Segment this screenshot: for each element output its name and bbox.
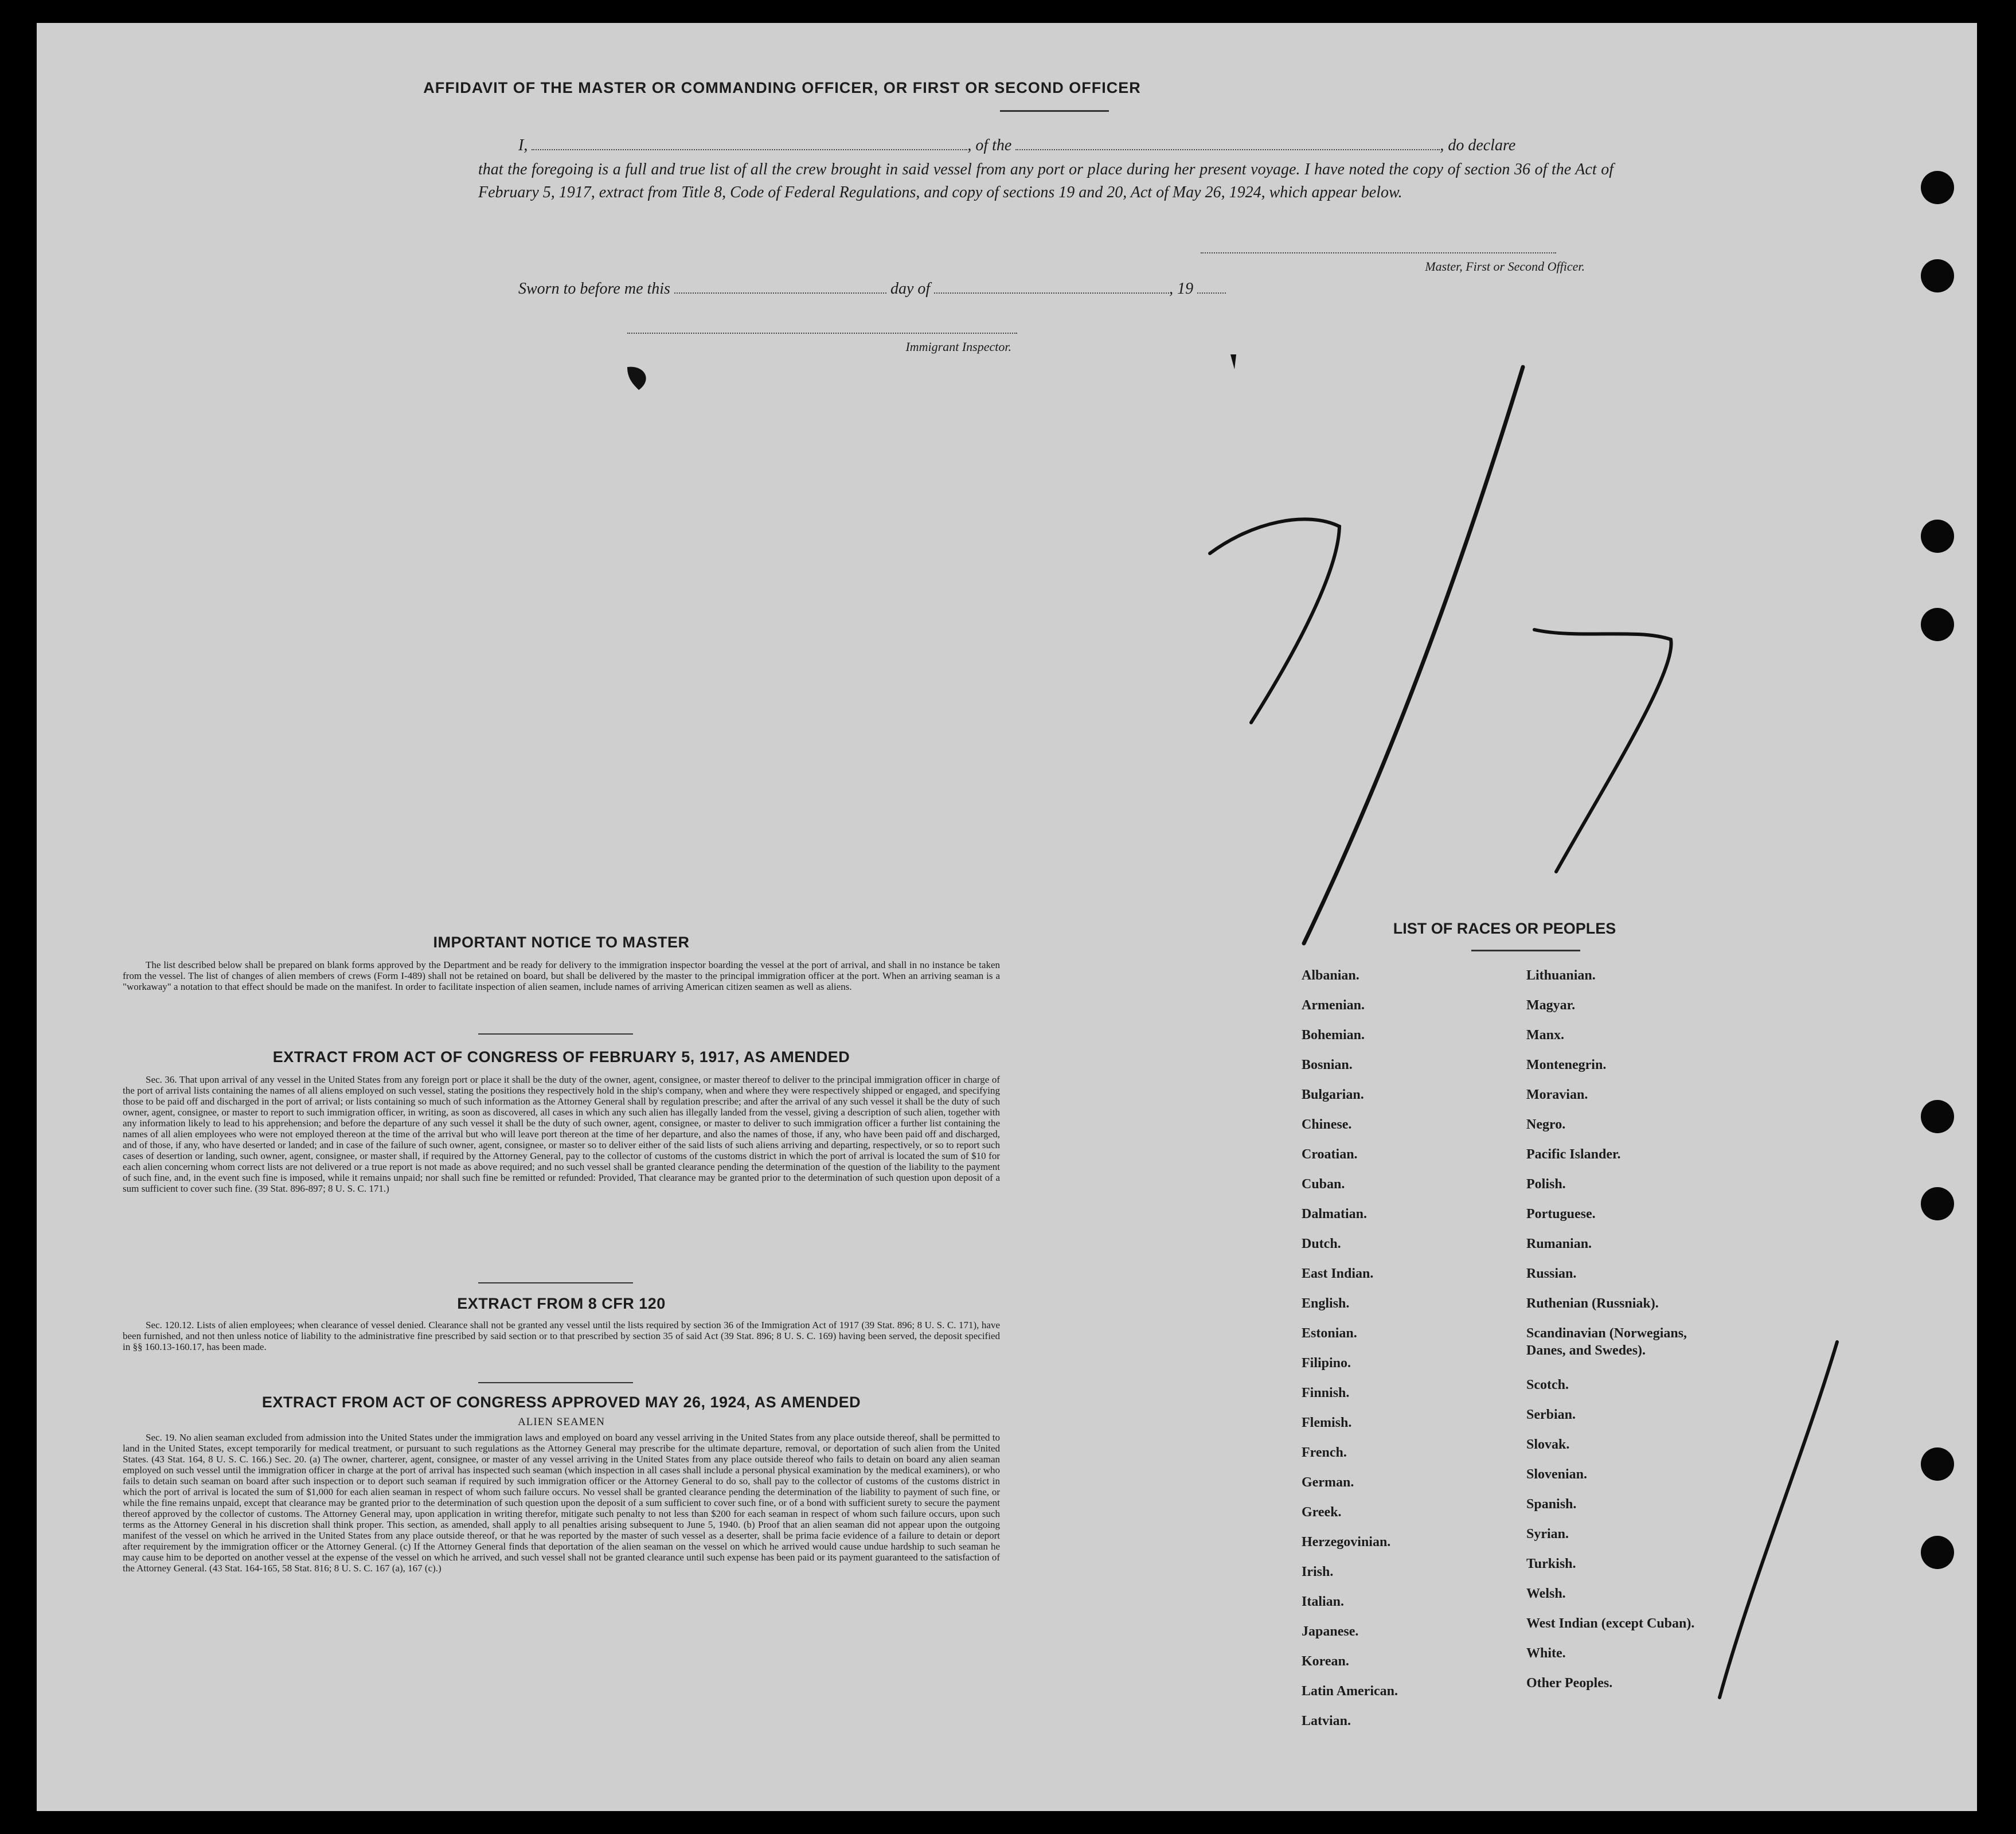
- race-item: Slovenian.: [1526, 1467, 1588, 1482]
- race-item: Dalmatian.: [1302, 1207, 1367, 1222]
- race-item: Turkish.: [1526, 1556, 1576, 1571]
- race-item: Korean.: [1302, 1654, 1349, 1669]
- race-item: Bulgarian.: [1302, 1087, 1364, 1102]
- race-item: Magyar.: [1526, 998, 1576, 1013]
- race-item: Scandinavian (Norwegians,: [1526, 1326, 1687, 1341]
- affidavit-declare: , do declare: [1440, 136, 1516, 154]
- race-item: Syrian.: [1526, 1527, 1569, 1542]
- extract-1917-title: EXTRACT FROM ACT OF CONGRESS OF FEBRUARY 5, 1917, AS AMENDED: [272, 1048, 850, 1066]
- race-item: Italian.: [1302, 1594, 1345, 1609]
- punch-hole: [1921, 1536, 1954, 1569]
- punch-hole: [1921, 259, 1954, 292]
- handwritten-stroke: [1720, 1342, 1837, 1698]
- race-item: White.: [1526, 1646, 1566, 1661]
- notice-text: The list described below shall be prepared on blank forms approved by the Department and be ready for delivery to the immigration inspector boarding the vessel at the port of arrival, and shall in no instance be taken from the vessel. The list of changes of alien members of crews (Form I-489) shall not be retained on board, but shall be delivered by the master to the principal immigration officer at the port. When an arriving seaman is a "workaway" a notation to that effect should be made on the manifest. In order to facilitate inspection of alien seamen, include names of arriving American citizen seamen as well as aliens.: [123, 959, 1000, 992]
- punch-hole: [1921, 171, 1954, 204]
- race-item: Danes, and Swedes).: [1526, 1343, 1646, 1358]
- race-item: Latin American.: [1302, 1684, 1398, 1699]
- year-prefix: , 19: [1169, 280, 1194, 298]
- race-item: Croatian.: [1302, 1147, 1358, 1162]
- race-item: Slovak.: [1526, 1437, 1570, 1452]
- race-item: Negro.: [1526, 1117, 1566, 1132]
- day-of-text: day of: [890, 280, 931, 298]
- race-item: Rumanian.: [1526, 1236, 1592, 1251]
- race-item: French.: [1302, 1445, 1347, 1460]
- race-item: English.: [1302, 1296, 1350, 1311]
- race-item: Moravian.: [1526, 1087, 1588, 1102]
- extract-1924-text: Sec. 19. No alien seaman excluded from admission into the United States under the immigration laws and employed on board any vessel arriving in the United States from any place outside thereof, shall be permitted to land in the United States, except temporarily for medical treatment, or pursuant to such regulations as the Attorney General may prescribe for the ultimate departure, removal, or deportation of such alien from the United States. (43 Stat. 164, 8 U. S. C. 166.) Sec. 20. (a) The owner, charterer, agent, consignee, or master of any vessel arriving in the United States from any place outside thereof who fails to detain on board any alien seaman employed on such vessel until the immigration officer in charge at the port of arrival has inspected such seaman (which inspection in all cases shall include a personal physical examination by the medical examiners), or who fails to detain such seaman on board after such inspection or to deport such seaman if required by such immigration officer or the Attorney General to do so, shall pay to the collector of customs of the customs district in which the port of arrival is located the sum of $1,000 for each alien seaman in respect of whom such failure occurs. No vessel shall be granted clearance pending the determination of the liability to payment of such fine, or while the fine remains unpaid, except that clearance may be granted prior to the determination of such question upon the deposit of a sum sufficient to cover such fine, or of a bond with sufficient surety to secure the payment thereof approved by the collector of customs. The Attorney General may, upon application in writing therefor, mitigate such penalty to not less than $200 for each seaman in respect of whom such failure occurs, upon such terms as the Attorney General in his discretion shall think proper. This section, as amended, shall apply to all penalties arising subsequent to June 5, 1940. (b) Proof that an alien seaman did not appear upon the outgoing manifest of the vessel on which he arrived in the United States from any place outside thereof, or that he was reported by the master of such vessel as a deserter, shall be prima facie evidence of a failure to detain or deport after requirement by the immigration officer or the Attorney General. (c) If the Attorney General finds that deportation of the alien seaman on the vessel on which he arrived would cause undue hardship to such seaman he may cause him to be deported on another vessel at the expense of the vessel on which he arrived, and such vessel shall not be granted clearance until such expense has been paid or its payment guaranteed to the satisfaction of the Attorney General. (43 Stat. 164-165, 58 Stat. 816; 8 U. S. C. 167 (a), 167 (c).): [123, 1432, 1000, 1574]
- punch-hole: [1921, 1100, 1954, 1133]
- race-item: Russian.: [1526, 1266, 1577, 1281]
- race-item: German.: [1302, 1475, 1354, 1490]
- race-item: Armenian.: [1302, 998, 1365, 1013]
- race-item: Bosnian.: [1302, 1058, 1353, 1072]
- race-item: Filipino.: [1302, 1356, 1351, 1371]
- extract-1924-title: EXTRACT FROM ACT OF CONGRESS APPROVED MAY 26, 1924, AS AMENDED: [261, 1394, 861, 1411]
- handwritten-stroke: [1534, 630, 1671, 872]
- race-item: Welsh.: [1526, 1586, 1566, 1601]
- ink-mark: [1230, 354, 1236, 369]
- race-item: Herzegovinian.: [1302, 1535, 1391, 1550]
- inspector-signature-label: Immigrant Inspector.: [905, 340, 1011, 354]
- extract-1924-subtitle: ALIEN SEAMEN: [518, 1416, 605, 1428]
- race-item: Serbian.: [1526, 1407, 1576, 1422]
- race-item: Montenegrin.: [1526, 1058, 1607, 1072]
- races-title: LIST OF RACES OR PEOPLES: [1393, 920, 1616, 937]
- race-item: Albanian.: [1302, 968, 1359, 983]
- race-item: Pacific Islander.: [1526, 1147, 1621, 1162]
- race-item: Portuguese.: [1526, 1207, 1596, 1222]
- race-item: Bohemian.: [1302, 1028, 1365, 1043]
- race-item: Latvian.: [1302, 1714, 1351, 1728]
- extract-cfr-text: Sec. 120.12. Lists of alien employees; when clearance of vessel denied. Clearance shall not be granted any vessel until the lists required by section 36 of the Immigration Act of 1917 (39 Stat. 896; 8 U. S. C. 171), have been furnished, and not then unless notice of liability to the administrative fine prescribed by said section or to that prescribed by section 35 of said Act (39 Stat. 896; 8 U. S. C. 169) having been served, the deposit specified in §§ 160.13-160.17, has been made.: [123, 1320, 1000, 1352]
- punch-hole: [1921, 1447, 1954, 1481]
- race-item: Greek.: [1302, 1505, 1342, 1520]
- handwritten-stroke: [1304, 367, 1523, 943]
- notice-title: IMPORTANT NOTICE TO MASTER: [433, 934, 690, 951]
- race-item: Chinese.: [1302, 1117, 1352, 1132]
- race-item: Irish.: [1302, 1564, 1334, 1579]
- punch-hole: [1921, 608, 1954, 641]
- race-item: East Indian.: [1302, 1266, 1374, 1281]
- race-item: Scotch.: [1526, 1378, 1569, 1392]
- race-item: Other Peoples.: [1526, 1676, 1613, 1691]
- affidavit-title: AFFIDAVIT OF THE MASTER OR COMMANDING OFFICER, OR FIRST OR SECOND OFFICER: [423, 79, 1141, 96]
- master-signature-label: Master, First or Second Officer.: [1425, 259, 1585, 274]
- race-item: Cuban.: [1302, 1177, 1345, 1192]
- punch-hole: [1921, 1187, 1954, 1220]
- race-item: West Indian (except Cuban).: [1526, 1616, 1695, 1631]
- race-item: Finnish.: [1302, 1386, 1350, 1400]
- race-item: Estonian.: [1302, 1326, 1357, 1341]
- ink-blot: [627, 367, 646, 390]
- race-item: Polish.: [1526, 1177, 1566, 1192]
- race-item: Dutch.: [1302, 1236, 1341, 1251]
- document-page: [37, 23, 1977, 1811]
- affidavit-of-the: , of the: [967, 136, 1012, 154]
- race-item: Ruthenian (Russniak).: [1526, 1296, 1659, 1311]
- extract-cfr-title: EXTRACT FROM 8 CFR 120: [457, 1295, 666, 1312]
- race-item: Flemish.: [1302, 1415, 1352, 1430]
- affidavit-i: I,: [518, 136, 528, 154]
- handwritten-mark: [37, 23, 1977, 1811]
- extract-1917-text: Sec. 36. That upon arrival of any vessel in the United States from any foreign port or place it shall be the duty of the owner, agent, consignee, or master thereof to deliver to the principal immigration officer in charge of the port of arrival lists containing the names of all aliens employed on such vessel, stating the positions they respectively hold in the ship's company, when and where they were respectively shipped or engaged, and specifying those to be paid off and discharged in the port of arrival; or lists containing so much of such information as the Attorney General shall by regulation prescribe; and after the arrival of any such vessel it shall be the duty of such owner, agent, consignee, or master to report to such immigration officer, in writing, as soon as discovered, all cases in which any such alien has illegally landed from the vessel, giving a description of such alien, together with any information likely to lead to his apprehension; and before the departure of any such vessel it shall be the duty of such owner, agent, consignee, or master to deliver to such immigration officer a further list containing the names of all alien employees who were not employed thereon at the time of the arrival but who will leave port thereon at the time of her departure, and also the names of those, if any, who have been paid off and discharged, and of those, if any, who have deserted or landed; and in case of the failure of such owner, agent, consignee, or master so to deliver either of the said lists of such aliens arriving and departing, respectively, or so to report such cases of desertion or landing, such owner, agent, consignee, or master shall, if required by the Attorney General, pay to the collector of customs of the customs district in which the port of arrival is located the sum of $10 for each alien concerning whom correct lists are not delivered or a true report is not made as above required; and no such vessel shall be granted clearance pending the determination of the question of the liability to the payment of such fine, and, in the event such fine is imposed, while it remains unpaid; nor shall such fine be remitted or refunded: Provided, That clearance may be granted prior to the determination of such question upon deposit of a sum sufficient to cover such fine. (39 Stat. 896-897; 8 U. S. C. 171.): [123, 1074, 1000, 1194]
- race-item: Spanish.: [1526, 1497, 1577, 1512]
- race-item: Manx.: [1526, 1028, 1564, 1043]
- race-item: Japanese.: [1302, 1624, 1359, 1639]
- sworn-text: Sworn to before me this: [518, 280, 670, 298]
- handwritten-stroke: [1210, 519, 1339, 723]
- race-item: Lithuanian.: [1526, 968, 1596, 983]
- affidavit-body: that the foregoing is a full and true list of all the crew brought in said vessel from any port or place during her present voyage. I have noted the copy of section 36 of the Act of February 5, 1917, extract from Title 8, Code of Federal Regulations, and copy of sections 19 and 20, Act of May 26, 1924, which appear below.: [478, 161, 1613, 201]
- punch-hole: [1921, 520, 1954, 553]
